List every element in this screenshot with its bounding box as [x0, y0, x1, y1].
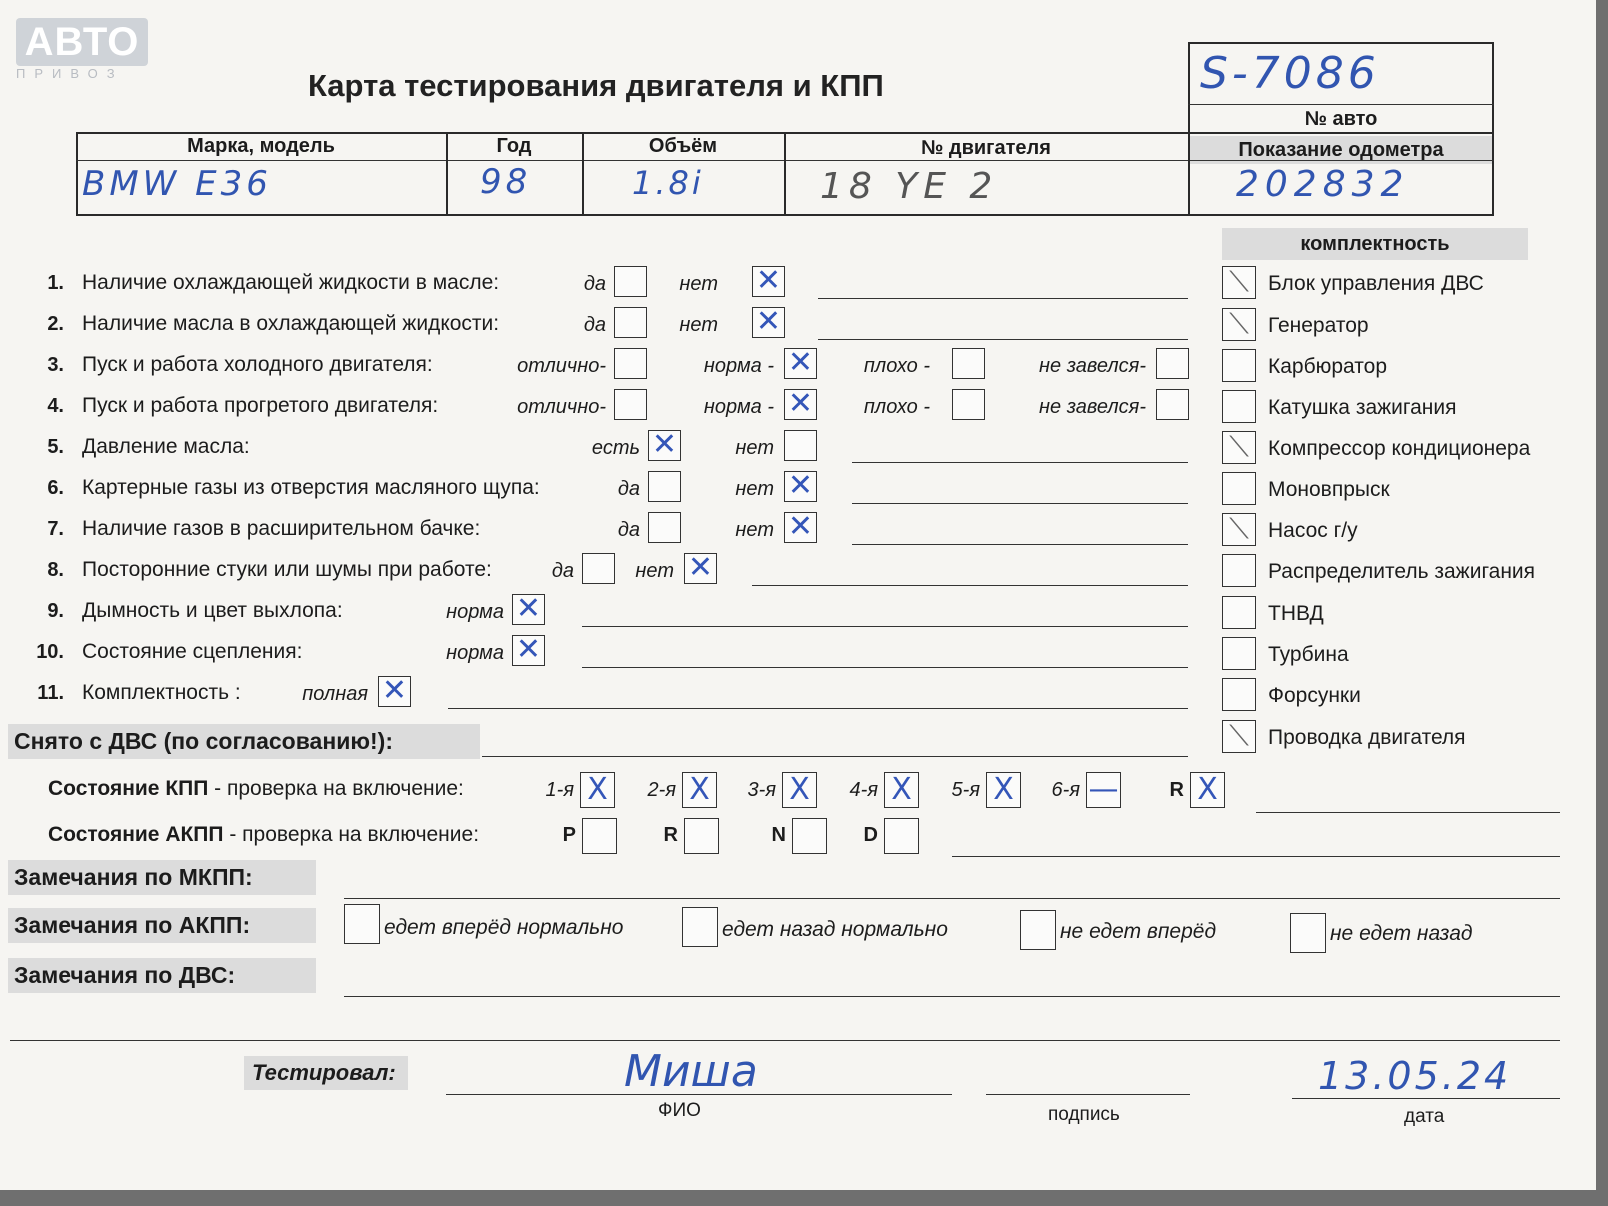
checkmark-x-icon: ✕ [787, 468, 814, 503]
question-option-checkbox[interactable] [1156, 348, 1189, 379]
question-option-label: да [551, 560, 574, 582]
question-number: 10. [36, 641, 64, 663]
checkmark-x-icon: ✕ [515, 632, 542, 667]
akpp-remark-label: едет вперёд нормально [384, 916, 624, 939]
checkmark-x-icon: X [789, 772, 810, 807]
completeness-checkbox[interactable] [1222, 513, 1256, 546]
kpp-gear-label: 4-я [849, 779, 878, 801]
remarks-mkpp-label: Замечания по МКПП: [8, 860, 316, 895]
question-option-label: норма - [703, 396, 774, 418]
kpp-gear-label: 3-я [747, 779, 776, 801]
question-option-checkbox[interactable] [1156, 389, 1189, 420]
question-option-checkbox[interactable] [752, 304, 785, 339]
completeness-item-label: ТНВД [1268, 602, 1324, 625]
checkmark-x-icon: ✕ [787, 345, 814, 380]
remarks-akpp-label: Замечания по АКПП: [8, 908, 316, 943]
question-option-label: есть [591, 437, 640, 459]
question-option-label: нет [735, 437, 774, 459]
caption-signature: подпись [1048, 1104, 1120, 1125]
completeness-item-label: Катушка зажигания [1268, 396, 1457, 419]
question-option-label: да [583, 273, 606, 295]
checkmark-slash-icon: ⟍ [1229, 719, 1249, 752]
question-option-checkbox[interactable] [378, 673, 411, 708]
question-text: Наличие охлаждающей жидкости в масле: [82, 271, 500, 294]
question-option-label: полная [302, 683, 368, 705]
question-note-line[interactable] [752, 585, 1188, 586]
page-title: Карта тестирования двигателя и КПП [308, 68, 884, 103]
completeness-item-label: Проводка двигателя [1268, 726, 1466, 749]
completeness-item-label: Блок управления ДВС [1268, 272, 1484, 295]
question-number: 3. [47, 354, 64, 376]
completeness-item-label: Турбина [1268, 643, 1349, 666]
question-note-line[interactable] [582, 626, 1188, 627]
question-text: Наличие газов в расширительном бачке: [82, 517, 481, 540]
question-text: Состояние сцепления: [82, 640, 303, 663]
checkmark-x-icon: X [689, 772, 710, 807]
checkmark-x-icon: ✕ [515, 591, 542, 626]
remarks-dvs-label: Замечания по ДВС: [8, 958, 316, 993]
akpp-mode-label: D [863, 824, 878, 846]
question-option-label: нет [735, 519, 774, 541]
question-option-label: отлично- [517, 396, 606, 418]
checkmark-x-icon: ✕ [687, 550, 714, 585]
question-option-label: нет [679, 314, 718, 336]
question-text: Пуск и работа прогретого двигателя: [82, 394, 439, 417]
akpp-mode-checkbox[interactable] [792, 818, 827, 854]
question-number: 6. [47, 477, 64, 499]
col-odometer: Показание одометра [1238, 139, 1444, 161]
kpp-gear-label: R [1169, 779, 1184, 801]
completeness-checkbox[interactable] [1222, 431, 1256, 464]
question-option-label: нет [679, 273, 718, 295]
completeness-item-label: Генератор [1268, 314, 1369, 337]
completeness-header: комплектность [1222, 228, 1528, 260]
site-logo-subtext: ПРИВОЗ [16, 66, 124, 81]
completeness-item-label: Распределитель зажигания [1268, 560, 1536, 583]
question-option-checkbox[interactable] [784, 468, 817, 503]
completeness-item-label: Форсунки [1268, 684, 1361, 707]
checkmark-x-icon: ✕ [755, 263, 782, 298]
question-option-label: норма [446, 601, 504, 623]
question-option-checkbox[interactable] [684, 550, 717, 585]
value-make-model[interactable]: BMW E36 [82, 164, 272, 204]
question-number: 5. [47, 436, 64, 458]
question-number: 2. [47, 313, 64, 335]
question-note-line[interactable] [582, 667, 1188, 668]
completeness-checkbox[interactable] [1222, 720, 1256, 753]
checkmark-x-icon: ✕ [755, 304, 782, 339]
question-option-label: плохо - [863, 396, 930, 418]
checkmark-slash-icon: ⟍ [1229, 512, 1249, 545]
akpp-remark-label: не едет назад [1330, 922, 1473, 945]
akpp-remark-checkbox[interactable] [682, 907, 718, 947]
question-option-label: плохо - [863, 355, 930, 377]
question-option-label: да [617, 478, 640, 500]
question-option-checkbox[interactable] [512, 591, 545, 626]
question-option-label: не завелся- [1039, 355, 1146, 377]
dash-icon: — [1088, 772, 1119, 807]
checkmark-slash-icon: ⟍ [1229, 265, 1249, 298]
akpp-remark-label: едет назад нормально [722, 918, 948, 941]
question-number: 8. [47, 559, 64, 581]
kpp-gear-checkbox[interactable] [1190, 772, 1225, 808]
value-year[interactable]: 98 [480, 162, 532, 202]
question-option-checkbox[interactable] [784, 509, 817, 544]
site-logo: АВТО [16, 18, 148, 66]
question-option-label: отлично- [517, 355, 606, 377]
question-number: 9. [47, 600, 64, 622]
question-note-line[interactable] [818, 298, 1188, 299]
question-number: 11. [37, 682, 64, 704]
kpp-gear-label: 6-я [1051, 779, 1080, 801]
col-engine-number: № двигателя [921, 137, 1051, 159]
question-text: Наличие масла в охлаждающей жидкости: [82, 312, 500, 335]
value-odometer[interactable]: 202832 [1236, 164, 1410, 205]
akpp-remark-checkbox[interactable] [1020, 910, 1056, 950]
question-text: Посторонние стуки или шумы при работе: [82, 558, 492, 581]
kpp-label: Состояние КПП - проверка на включение: [48, 777, 464, 800]
completeness-item-label: Насос г/у [1268, 519, 1358, 542]
question-option-label: норма [446, 642, 504, 664]
tested-by-label: Тестировал: [244, 1056, 408, 1090]
checkmark-x-icon: X [891, 772, 912, 807]
question-option-checkbox[interactable] [512, 632, 545, 667]
checkmark-x-icon: ✕ [651, 427, 678, 462]
completeness-checkbox[interactable] [1222, 266, 1256, 299]
akpp-mode-checkbox[interactable] [684, 818, 719, 854]
question-option-label: норма - [703, 355, 774, 377]
question-option-label: да [583, 314, 606, 336]
question-option-label: да [617, 519, 640, 541]
completeness-checkbox[interactable] [1222, 554, 1256, 587]
auto-number-label: № авто [1304, 108, 1378, 130]
value-engine-number[interactable]: 18 YE 2 [820, 166, 999, 207]
completeness-checkbox[interactable] [1222, 637, 1256, 670]
checkmark-slash-icon: ⟍ [1229, 430, 1249, 463]
akpp-mode-label: P [562, 824, 576, 846]
question-text: Дымность и цвет выхлопа: [82, 599, 343, 622]
auto-number-value[interactable]: S-7086 [1200, 48, 1380, 99]
akpp-mode-label: R [663, 824, 678, 846]
question-number: 7. [47, 518, 64, 540]
completeness-checkbox[interactable] [1222, 472, 1256, 505]
caption-date: дата [1404, 1106, 1445, 1127]
akpp-remark-checkbox[interactable] [344, 904, 380, 944]
checkmark-x-icon: ✕ [787, 386, 814, 421]
removed-label: Снято с ДВС (по согласованию!): [8, 724, 480, 759]
checkmark-x-icon: ✕ [787, 509, 814, 544]
question-option-checkbox[interactable] [952, 348, 985, 379]
checkmark-x-icon: X [587, 772, 608, 807]
akpp-remark-checkbox[interactable] [1290, 913, 1326, 953]
question-number: 1. [47, 272, 64, 294]
question-text: Комплектность : [82, 681, 241, 704]
question-note-line[interactable] [852, 462, 1188, 463]
question-text: Давление масла: [82, 435, 250, 458]
kpp-gear-label: 2-я [647, 779, 676, 801]
checkmark-x-icon: ✕ [381, 673, 408, 708]
col-year: Год [496, 135, 532, 157]
completeness-checkbox[interactable] [1222, 678, 1256, 711]
caption-fio: ФИО [658, 1100, 701, 1121]
completeness-checkbox[interactable] [1222, 390, 1256, 423]
question-option-checkbox[interactable] [952, 389, 985, 420]
akpp-mode-checkbox[interactable] [582, 818, 617, 854]
checkmark-x-icon: X [1197, 772, 1218, 807]
question-text: Картерные газы из отверстия масляного щупа: [82, 476, 540, 499]
question-option-label: нет [635, 560, 674, 582]
completeness-checkbox[interactable] [1222, 308, 1256, 341]
question-option-label: нет [735, 478, 774, 500]
test-date[interactable]: 13.05.24 [1318, 1054, 1512, 1098]
question-option-label: не завелся- [1039, 396, 1146, 418]
completeness-checkbox[interactable] [1222, 596, 1256, 629]
akpp-mode-checkbox[interactable] [884, 818, 919, 854]
col-make-model: Марка, модель [187, 135, 335, 157]
kpp-gear-label: 5-я [951, 779, 980, 801]
akpp-remark-label: не едет вперёд [1060, 920, 1217, 943]
completeness-item-label: Моновпрыск [1268, 478, 1390, 501]
question-note-line[interactable] [852, 544, 1188, 545]
question-note-line[interactable] [852, 503, 1188, 504]
question-note-line[interactable] [818, 339, 1188, 340]
value-volume[interactable]: 1.8i [632, 164, 704, 202]
tester-name[interactable]: Миша [624, 1046, 758, 1097]
question-option-checkbox[interactable] [752, 263, 785, 298]
question-number: 4. [47, 395, 64, 417]
completeness-checkbox[interactable] [1222, 349, 1256, 382]
kpp-gear-label: 1-я [545, 779, 574, 801]
completeness-item-label: Карбюратор [1268, 355, 1388, 378]
question-text: Пуск и работа холодного двигателя: [82, 353, 433, 376]
akpp-label: Состояние АКПП - проверка на включение: [48, 823, 480, 846]
question-note-line[interactable] [448, 708, 1188, 709]
checkmark-slash-icon: ⟍ [1229, 307, 1249, 340]
col-volume: Объём [648, 135, 718, 157]
akpp-mode-label: N [771, 824, 786, 846]
checkmark-x-icon: X [993, 772, 1014, 807]
completeness-item-label: Компрессор кондиционера [1268, 437, 1531, 460]
question-option-checkbox[interactable] [784, 430, 817, 461]
